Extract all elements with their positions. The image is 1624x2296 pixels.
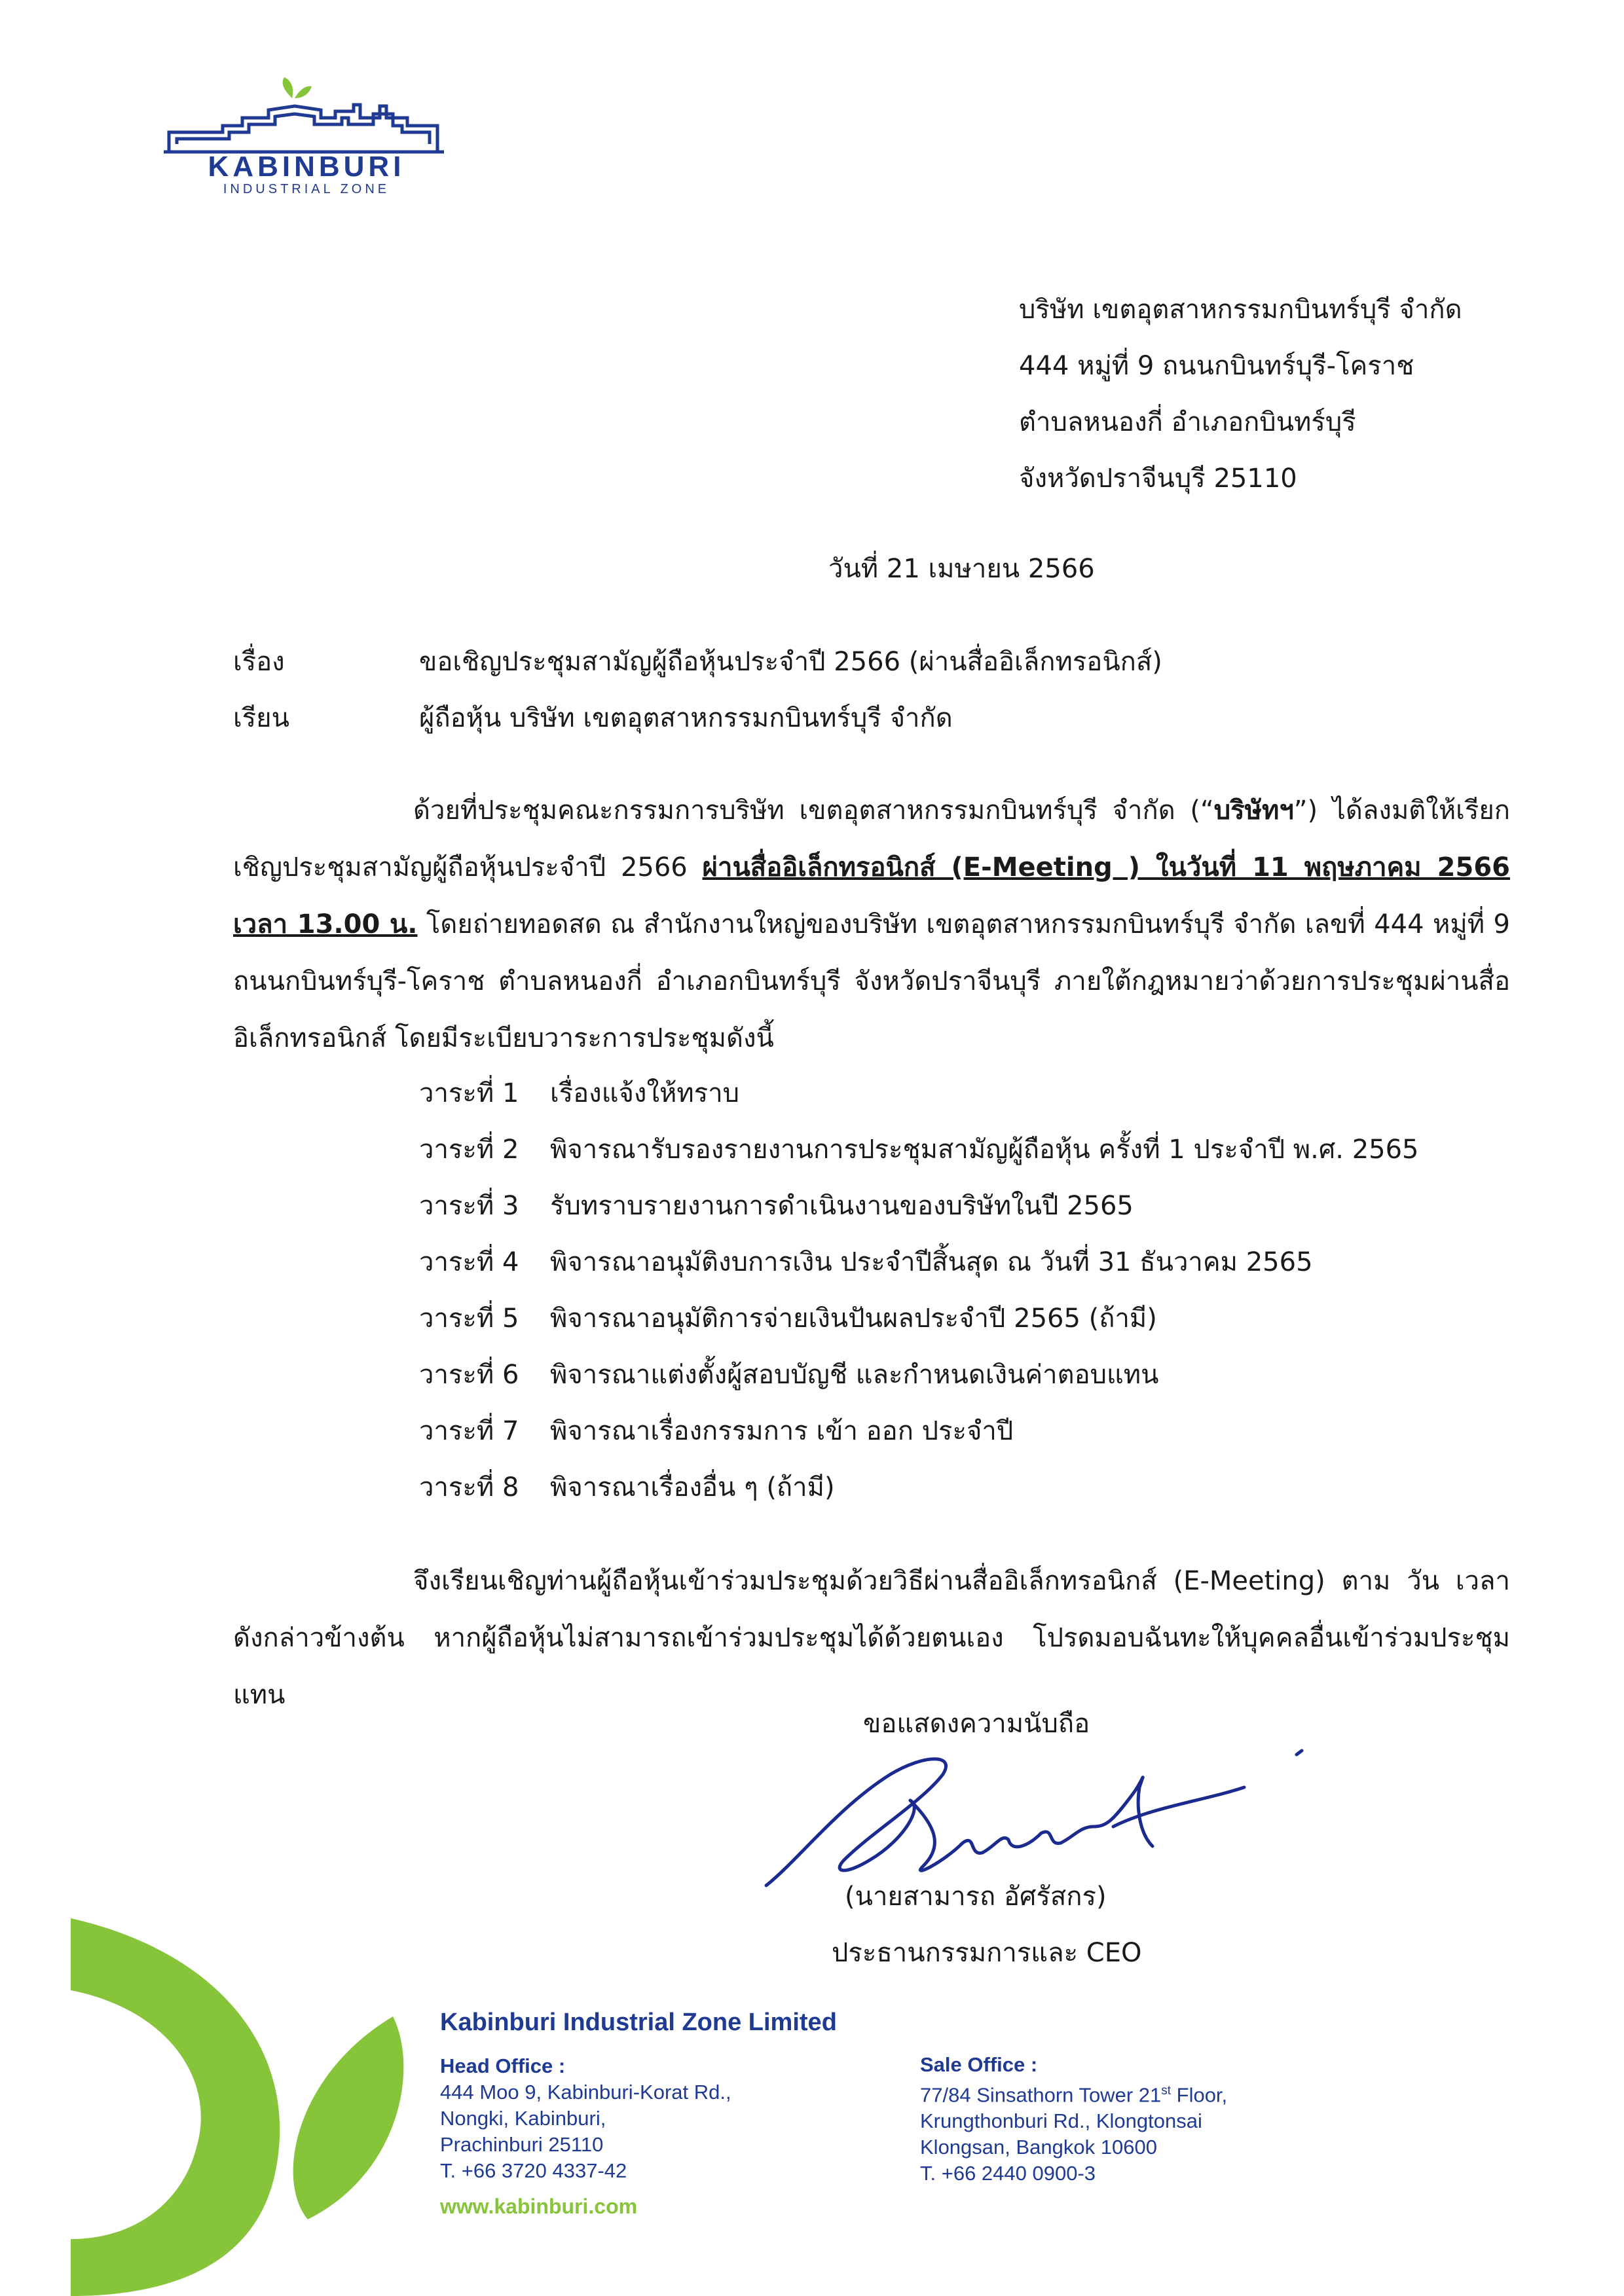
sale-office-line1-sup: st [1161, 2084, 1172, 2098]
intro-text-2: ”) ได้ลงมติให้เรียกเชิญประชุมสามัญผู้ถือหุ้นประจำปี 2566 [233, 795, 1510, 883]
head-office-block [440, 2053, 731, 2184]
recipient-label: เรียน [233, 703, 289, 733]
agenda-item [419, 1065, 739, 1121]
complimentary-close: ขอแสดงความนับถือ [863, 1709, 1090, 1739]
sender-address [1019, 282, 1462, 507]
logo-wordmark: KABINBURI [208, 151, 405, 183]
sender-district: ตำบลหนองกี่ อำเภอกบินทร์บุรี [1019, 407, 1356, 437]
subject-label: เรื่อง [233, 647, 285, 677]
sale-office-line1-end: Floor, [1171, 2083, 1228, 2107]
sale-office-line: Krungthonburi Rd., Klongtonsai [920, 2109, 1202, 2133]
agenda-number: วาระที่ 7 [419, 1416, 519, 1446]
recipient-text: ผู้ถือหุ้น บริษัท เขตอุตสาหกรรมกบินทร์บุรี จำกัด [419, 703, 953, 733]
agenda-text: พิจารณาเรื่องอื่น ๆ (ถ้ามี) [550, 1472, 835, 1503]
subject-text: ขอเชิญประชุมสามัญผู้ถือหุ้นประจำปี 2566 (ผ่านสื่ออิเล็กทรอนิกส์) [419, 647, 1162, 677]
agenda-item [419, 1234, 1313, 1290]
sender-province: จังหวัดปราจีนบุรี 25110 [1019, 464, 1297, 494]
sale-office-label: Sale Office : [920, 2053, 1038, 2076]
logo-tagline: INDUSTRIAL ZONE [223, 182, 390, 196]
sale-office-line [920, 2078, 1227, 2108]
footer-company-name: Kabinburi Industrial Zone Limited [440, 2009, 837, 2036]
leaf-decoration [0, 1912, 419, 2296]
agenda-number: วาระที่ 3 [419, 1191, 519, 1221]
sale-office-line: Klongsan, Bangkok 10600 [920, 2136, 1157, 2159]
agenda-number: วาระที่ 4 [419, 1247, 519, 1277]
agenda-item [419, 1290, 1157, 1347]
sale-office-line1-text: 77/84 Sinsathorn Tower 21 [920, 2083, 1162, 2107]
sender-street: 444 หมู่ที่ 9 ถนนกบินทร์บุรี-โคราช [1019, 351, 1414, 381]
agenda-item [419, 1178, 1134, 1234]
agenda-number: วาระที่ 5 [419, 1303, 519, 1334]
head-office-line: Nongki, Kabinburi, [440, 2107, 606, 2130]
agenda-text: พิจารณาแต่งตั้งผู้สอบบัญชี และกำหนดเงินค่าตอบแทน [550, 1360, 1159, 1390]
website-link[interactable]: www.kabinburi.com [440, 2195, 638, 2218]
agenda-number: วาระที่ 6 [419, 1360, 519, 1390]
head-office-line: Prachinburi 25110 [440, 2133, 604, 2156]
agenda-text: พิจารณาเรื่องกรรมการ เข้า ออก ประจำปี [550, 1416, 1014, 1446]
agenda-text: พิจารณารับรองรายงานการประชุมสามัญผู้ถือหุ้น ครั้งที่ 1 ประจำปี พ.ศ. 2565 [550, 1135, 1419, 1165]
head-office-phone: T. +66 3720 4337-42 [440, 2159, 627, 2182]
agenda-number: วาระที่ 1 [419, 1078, 519, 1108]
agenda-text: พิจารณาอนุมัติงบการเงิน ประจำปีสิ้นสุด ณ วันที่ 31 ธันวาคม 2565 [550, 1247, 1313, 1277]
company-logo [164, 72, 445, 203]
sale-office-block [920, 2052, 1227, 2187]
company-short-name: บริษัทฯ [1213, 795, 1294, 826]
agenda-text: เรื่องแจ้งให้ทราบ [550, 1078, 740, 1108]
agenda-item [419, 1459, 835, 1516]
sender-company: บริษัท เขตอุตสาหกรรมกบินทร์บุรี จำกัด [1019, 295, 1462, 325]
intro-text-1: ด้วยที่ประชุมคณะกรรมการบริษัท เขตอุตสาหกรรมกบินทร์บุรี จำกัด (“ [413, 795, 1214, 826]
factory-skyline-icon [164, 72, 445, 164]
closing-paragraph-text: จึงเรียนเชิญท่านผู้ถือหุ้นเข้าร่วมประชุมด้วยวิธีผ่านสื่ออิเล็กทรอนิกส์ (E-Meeting) ตาม วัน เวลา ดังกล่าวข้างต้น หากผู้ถือหุ้นไม่สามารถเข้าร่วมประชุมได้ด้วยตนเอง โปรดมอบฉันทะให้บุคคลอื่นเข้าร่วมประชุมแทน [233, 1566, 1510, 1710]
sale-office-phone: T. +66 2440 0900-3 [920, 2162, 1096, 2185]
agenda-text: รับทราบรายงานการดำเนินงานของบริษัทในปี 2565 [550, 1191, 1134, 1221]
head-office-line: 444 Moo 9, Kabinburi-Korat Rd., [440, 2081, 731, 2104]
meeting-datetime-emphasis: ผ่านสื่ออิเล็กทรอนิกส์ (E-Meeting ) ในวันที่ 11 พฤษภาคม 2566 เวลา 13.00 น. [233, 852, 1510, 939]
signatory-title: ประธานกรรมการและ CEO [832, 1938, 1142, 1968]
agenda-number: วาระที่ 8 [419, 1472, 519, 1503]
intro-text-3: โดยถ่ายทอดสด ณ สำนักงานใหญ่ของบริษัท เขตอุตสาหกรรมกบินทร์บุรี จำกัด เลขที่ 444 หมู่ที่ 9 ถนนกบินทร์บุรี-โคราช ตำบลหนองกี่ อำเภอกบินทร์บุรี จังหวัดปราจีนบุรี ภายใต้กฎหมายว่าด้วยการประชุมผ่านสื่ออิเล็กทรอนิกส์ โดยมีระเบียบวาระการประชุมดังนี้ [233, 909, 1510, 1053]
agenda-item [419, 1347, 1159, 1403]
head-office-label: Head Office : [440, 2054, 566, 2077]
signatory-name: (นายสามารถ อัศรัสกร) [845, 1882, 1107, 1912]
agenda-number: วาระที่ 2 [419, 1135, 519, 1165]
intro-paragraph [233, 782, 1510, 1067]
letter-date: วันที่ 21 เมษายน 2566 [828, 554, 1095, 584]
agenda-item [419, 1403, 1013, 1459]
agenda-item [419, 1121, 1419, 1178]
agenda-text: พิจารณาอนุมัติการจ่ายเงินปันผลประจำปี 2565 (ถ้ามี) [550, 1303, 1157, 1334]
